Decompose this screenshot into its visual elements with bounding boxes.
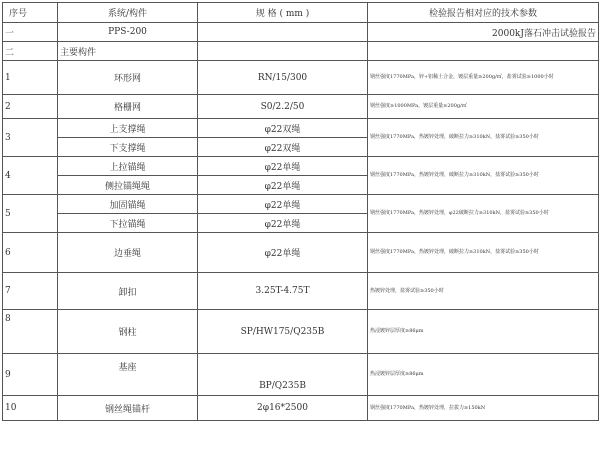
row-param: 钢丝强度1770MPa，锌+铝稀土合金，镀层重量≥200g/㎡，盐雾试验≥1000小时 [368,61,599,95]
row-param: 热浸镀锌层厚度≥86μm [368,310,599,354]
row-param: 热浸镀锌层厚度≥86μm [368,354,599,396]
row-no: 一 [3,23,58,42]
section-title: 主要构件 [58,42,198,61]
row-spec: RN/15/300 [198,61,368,95]
row-name: 基座 [58,354,198,396]
row-name: 钢柱 [58,310,198,354]
row-name: 上支撑绳 [58,119,198,138]
row-name: 环形网 [58,61,198,95]
row-no: 6 [3,233,58,273]
header-row [3,3,599,23]
row-name: 钢丝绳锚杆 [58,396,198,421]
row-no: 3 [3,119,58,157]
table-row [3,195,599,214]
row-spec: φ22单绳 [198,176,368,195]
row-no: 8 [3,310,58,354]
table-row [3,310,599,354]
row-spec: φ22单绳 [198,157,368,176]
row-name: 格栅网 [58,95,198,119]
row-spec [198,42,368,61]
row-name: 上拉锚绳 [58,157,198,176]
table-row [3,354,599,396]
row-param: 钢丝强度1770MPa，热镀锌处理，破断拉力≥310kN，盐雾试验≥350小时 [368,233,599,273]
row-no: 1 [3,61,58,95]
header-param: 检验报告相对应的技术参数 [368,3,599,23]
row-no: 二 [3,42,58,61]
row-param: 钢丝强度1770MPa，热镀锌处理，破断拉力≥310kN，盐雾试验≥350小时 [368,157,599,195]
row-no: 4 [3,157,58,195]
row-param: 钢丝强度1770MPa，热镀锌处理，破断拉力≥310kN，盐雾试验≥350小时 [368,119,599,157]
row-spec: φ22单绳 [198,233,368,273]
table-row [3,95,599,119]
row-spec: SP/HW175/Q235B [198,310,368,354]
row-name: 侧拉锚绳绳 [58,176,198,195]
table-row [3,157,599,176]
row-spec: 3.25T-4.75T [198,273,368,310]
row-spec: φ22单绳 [198,195,368,214]
row-spec: 2φ16*2500 [198,396,368,421]
row-name: 下支撑绳 [58,138,198,157]
row-name: PPS-200 [58,23,198,42]
spec-table [2,2,599,421]
header-no: 序号 [3,3,58,23]
row-no: 10 [3,396,58,421]
row-param: 钢丝强度1770MPa，热镀锌处理，φ22破断拉力≥310kN，盐雾试验≥350小时 [368,195,599,233]
table-row [3,396,599,421]
table-row [3,273,599,310]
table-row [3,119,599,138]
row-no: 5 [3,195,58,233]
row-no: 9 [3,354,58,396]
row-name: 边垂绳 [58,233,198,273]
row-param: 2000kJ落石冲击试验报告 [368,23,599,42]
row-name: 加固锚绳 [58,195,198,214]
row-name: 下拉锚绳 [58,214,198,233]
row-spec: BP/Q235B [198,354,368,396]
header-name: 系统/构件 [58,3,198,23]
row-spec: S0/2.2/50 [198,95,368,119]
row-param [368,42,599,61]
row-param: 钢丝强度1770MPa，热镀锌处理，拉拔力≥150kN [368,396,599,421]
table-row [3,233,599,273]
table-row [3,23,599,42]
row-name: 卸扣 [58,273,198,310]
row-param: 钢丝强度≥1000MPa，镀层重量≥200g/㎡ [368,95,599,119]
row-spec: φ22双绳 [198,138,368,157]
table-row [3,42,599,61]
table-row [3,61,599,95]
row-spec [198,23,368,42]
header-spec: 规 格 ( mm ) [198,3,368,23]
row-no: 2 [3,95,58,119]
row-no: 7 [3,273,58,310]
row-spec: φ22双绳 [198,119,368,138]
row-param: 热镀锌处理，盐雾试验≥350小时 [368,273,599,310]
row-spec: φ22单绳 [198,214,368,233]
